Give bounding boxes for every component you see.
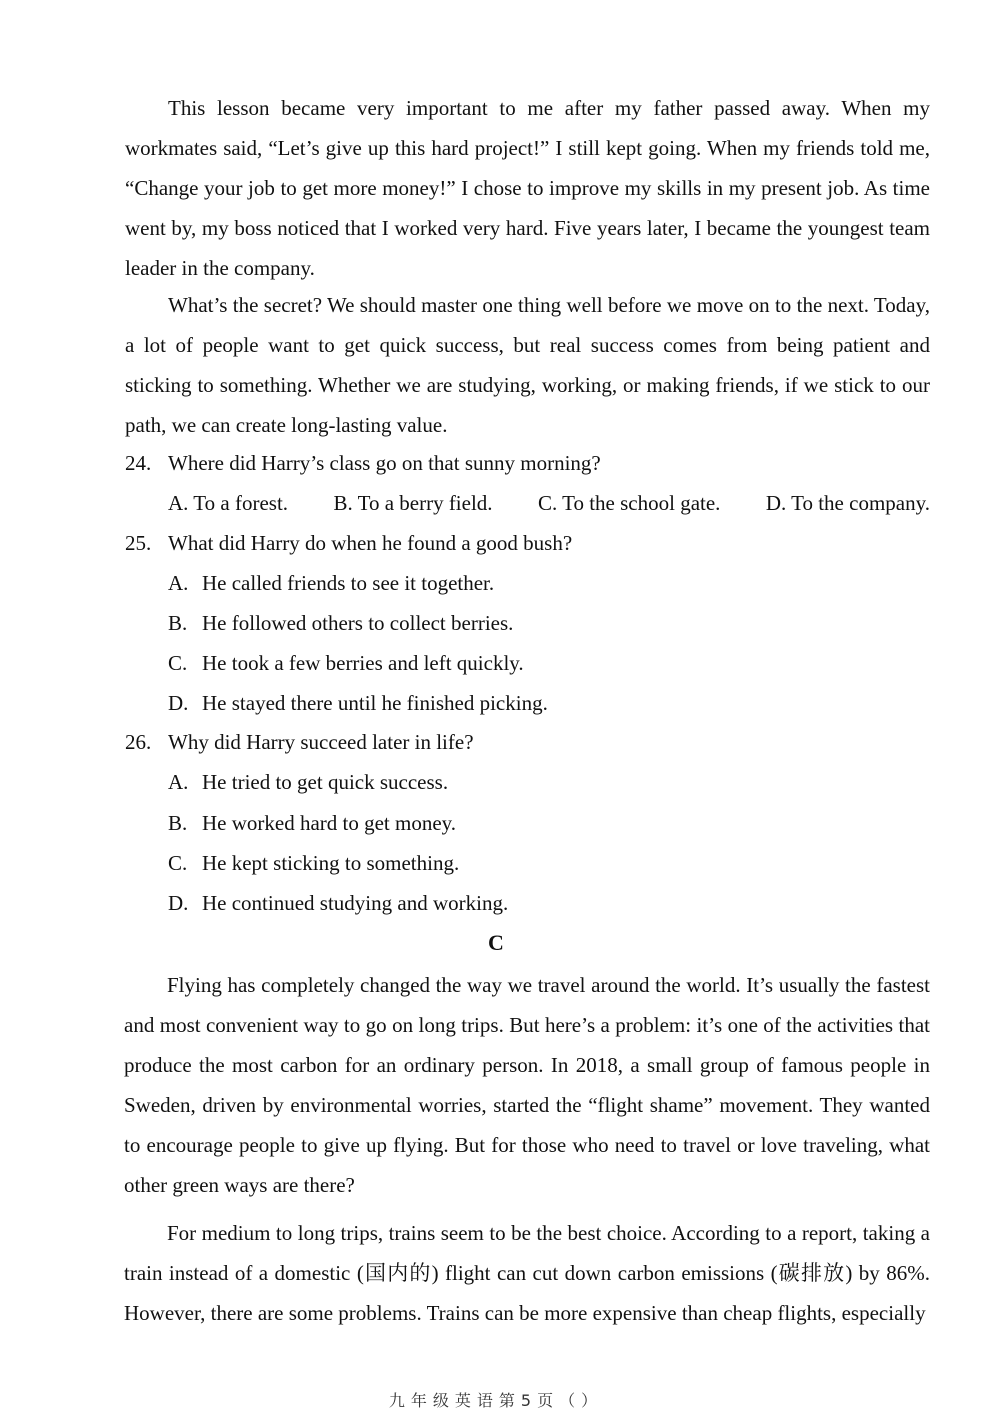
option-b[interactable] xyxy=(168,803,456,843)
question-text: What did Harry do when he found a good bush? xyxy=(168,531,573,555)
option-letter: A. xyxy=(168,571,189,595)
question-26 xyxy=(125,722,474,762)
option-text: He followed others to collect berries. xyxy=(202,611,514,635)
option-letter: D. xyxy=(168,691,189,715)
question-number: 25. xyxy=(125,531,152,555)
option-d[interactable] xyxy=(168,883,508,923)
question-25 xyxy=(125,523,572,563)
option-letter: C. xyxy=(168,851,188,875)
page-footer: 九年级英语第5页（） xyxy=(388,1391,604,1410)
option-letter: C. xyxy=(537,491,558,515)
option-b[interactable] xyxy=(333,483,492,523)
question-number: 26. xyxy=(125,730,152,754)
option-a[interactable] xyxy=(168,483,288,523)
option-text: To the company. xyxy=(791,491,930,515)
option-text: To the school gate. xyxy=(562,491,721,515)
passage-b-paragraph-2: What’s the secret? We should master one thing well before we move on to the next. Today, a lot of people want to get quick success, but real success comes from being patient and sticking to something. Whether we are studying, working, or making friends, if we stick to our path, we can create long-lasting value. xyxy=(125,293,930,437)
option-text: He took a few berries and left quickly. xyxy=(202,651,524,675)
option-letter: C. xyxy=(168,651,188,675)
option-b[interactable] xyxy=(168,603,513,643)
option-d[interactable] xyxy=(168,683,548,723)
question-24-options xyxy=(168,483,930,523)
question-24 xyxy=(125,443,601,483)
option-d[interactable] xyxy=(766,483,930,523)
passage-b-paragraph-1: This lesson became very important to me after my father passed away. When my workmates said, “Let’s give up this hard project!” I still kept going. When my friends told me, “Change your job to get more money!” I chose to improve my skills in my present job. As time went by, my boss noticed that I worked very hard. Five years later, I became the youngest team leader in the company. xyxy=(125,96,930,280)
option-text: He stayed there until he finished picking. xyxy=(202,691,548,715)
option-text: He continued studying and working. xyxy=(202,891,509,915)
option-text: He kept sticking to something. xyxy=(202,851,460,875)
question-text: Where did Harry’s class go on that sunny morning? xyxy=(168,451,601,475)
option-letter: B. xyxy=(333,491,353,515)
passage-c-paragraph-2: For medium to long trips, trains seem to be the best choice. According to a report, taking a train instead of a domestic (国内的) flight can cut down carbon emissions (碳排放) by 86%. However, there are some problems. Trains can be more expensive than cheap flights, especially xyxy=(124,1221,930,1325)
option-letter: D. xyxy=(168,891,189,915)
option-a[interactable] xyxy=(168,762,448,802)
option-text: He tried to get quick success. xyxy=(202,770,449,794)
option-letter: D. xyxy=(765,491,787,515)
question-number: 24. xyxy=(125,451,152,475)
question-text: Why did Harry succeed later in life? xyxy=(168,730,474,754)
section-heading: C xyxy=(488,930,504,955)
option-text: He called friends to see it together. xyxy=(202,571,495,595)
option-letter: A. xyxy=(168,770,189,794)
option-letter: A. xyxy=(168,491,189,515)
option-text: To a forest. xyxy=(193,491,289,515)
option-letter: B. xyxy=(168,611,188,635)
option-a[interactable] xyxy=(168,563,494,603)
option-c[interactable] xyxy=(538,483,720,523)
option-c[interactable] xyxy=(168,643,524,683)
passage-c-paragraph-1: Flying has completely changed the way we travel around the world. It’s usually the fastest and most convenient way to go on long trips. But here’s a problem: it’s one of the activities that produce the most carbon for an ordinary person. In 2018, a small group of famous people in Sweden, driven by environmental worries, started the “flight shame” movement. They wanted to encourage people to give up flying. But for those who need to travel or love traveling, what other green ways are there? xyxy=(124,973,930,1197)
option-c[interactable] xyxy=(168,843,459,883)
option-text: He worked hard to get money. xyxy=(202,811,457,835)
option-text: To a berry field. xyxy=(357,491,493,515)
option-letter: B. xyxy=(168,811,188,835)
